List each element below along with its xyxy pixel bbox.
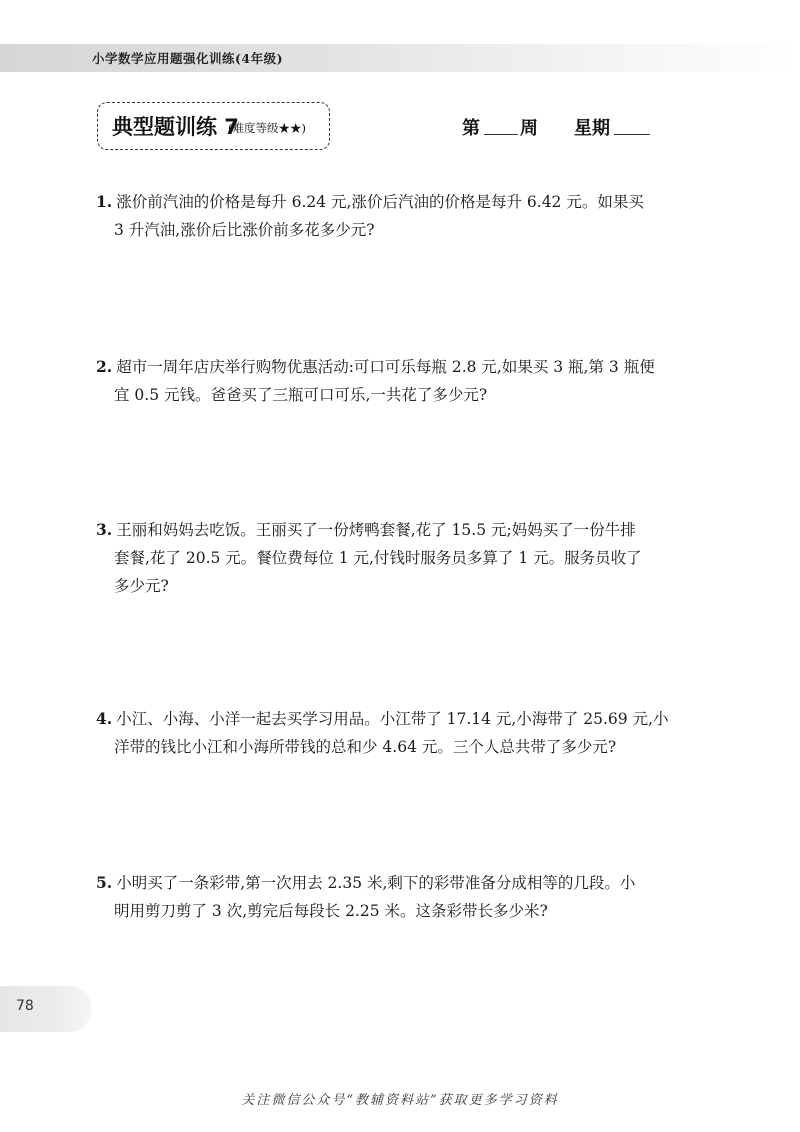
week-word: 周 xyxy=(520,118,538,139)
problem-1 xyxy=(96,188,716,244)
problem-number: 5. xyxy=(96,873,113,892)
problem-number: 1. xyxy=(96,192,113,211)
book-title: 小学数学应用题强化训练(4年级) xyxy=(92,51,284,66)
problem-text: 明用剪刀剪了 3 次,剪完后每段长 2.25 米。这条彩带长多少米? xyxy=(114,902,548,920)
problem-text: 王丽和妈妈去吃饭。王丽买了一份烤鸭套餐,花了 15.5 元;妈妈买了一份牛排 xyxy=(116,521,636,539)
problem-text: 小明买了一条彩带,第一次用去 2.35 米,剩下的彩带准备分成相等的几段。小 xyxy=(116,874,636,892)
problem-5 xyxy=(96,869,716,925)
problem-2 xyxy=(96,353,716,409)
problem-text: 超市一周年店庆举行购物优惠活动:可口可乐每瓶 2.8 元,如果买 3 瓶,第 3 瓶便 xyxy=(116,358,655,376)
problem-3 xyxy=(96,516,716,600)
problem-4 xyxy=(96,705,716,761)
problem-text: 宜 0.5 元钱。爸爸买了三瓶可口可乐,一共花了多少元? xyxy=(114,386,488,404)
problem-number: 3. xyxy=(96,520,113,539)
problem-number: 4. xyxy=(96,709,113,728)
footer-note: 关注微信公众号“教辅资料站”获取更多学习资料 xyxy=(241,1093,559,1108)
page-number-tab xyxy=(0,986,92,1032)
problem-text: 3 升汽油,涨价后比涨价前多花多少元? xyxy=(114,221,375,239)
problem-text: 涨价前汽油的价格是每升 6.24 元,涨价后汽油的价格是每升 6.42 元。如果买 xyxy=(116,193,644,211)
difficulty-label: (难度等级★★) xyxy=(228,121,306,135)
page-number: 78 xyxy=(16,998,34,1014)
weekday-word: 星期 xyxy=(574,118,610,139)
problem-text: 多少元? xyxy=(114,577,169,595)
week-blank[interactable] xyxy=(484,116,518,135)
problem-text: 小江、小海、小洋一起去买学习用品。小江带了 17.14 元,小海带了 25.69 元,小 xyxy=(116,710,669,728)
problem-text: 套餐,花了 20.5 元。餐位费每位 1 元,付钱时服务员多算了 1 元。服务员收了 xyxy=(114,549,642,567)
weekday-blank[interactable] xyxy=(614,116,650,135)
problem-text: 洋带的钱比小江和小海所带钱的总和少 4.64 元。三个人总共带了多少元? xyxy=(114,738,617,756)
exercise-title: 典型题训练 7 xyxy=(112,115,239,139)
week-prefix: 第 xyxy=(462,118,480,139)
problem-number: 2. xyxy=(96,357,113,376)
